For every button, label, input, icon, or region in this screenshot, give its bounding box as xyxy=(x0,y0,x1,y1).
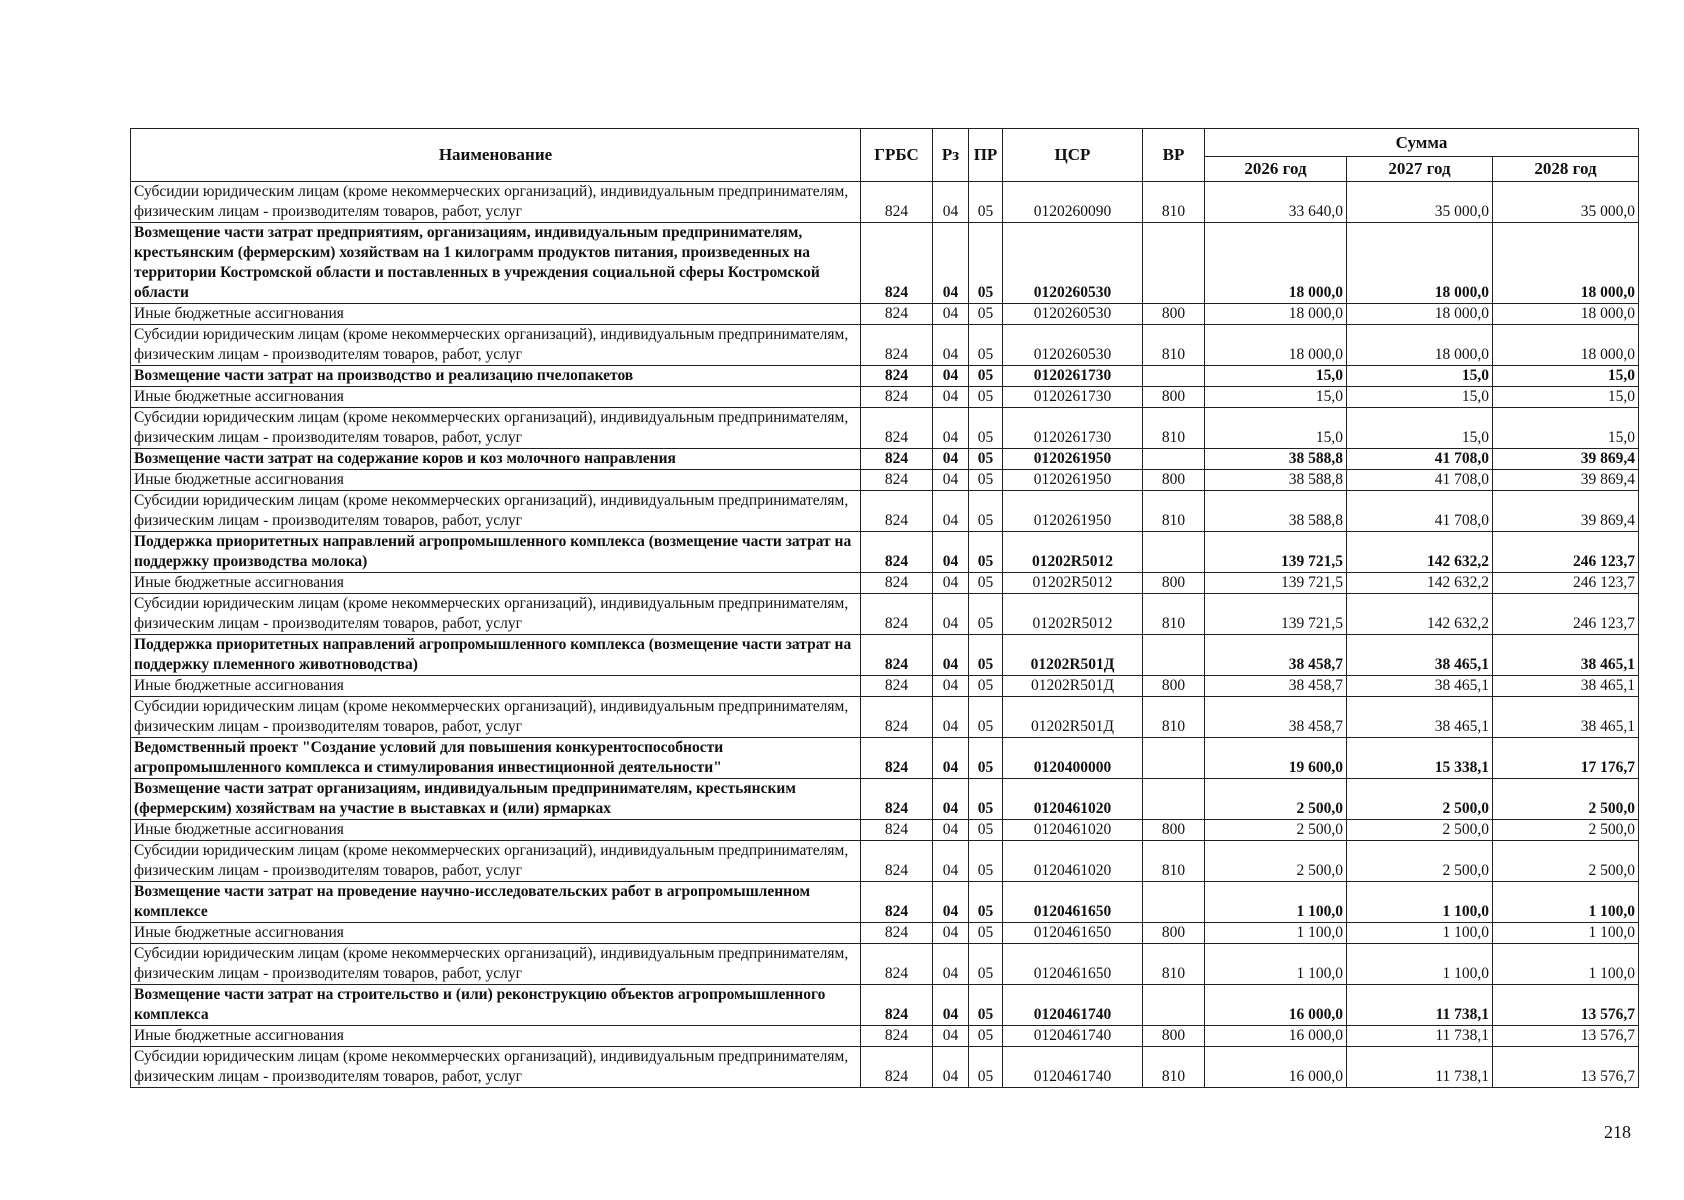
cell-csr: 01202R501Д xyxy=(1003,697,1143,738)
cell-vr: 810 xyxy=(1143,841,1205,882)
cell-sum-2026: 16 000,0 xyxy=(1205,1026,1347,1047)
cell-sum-2028: 2 500,0 xyxy=(1493,779,1639,820)
cell-csr: 01202R5012 xyxy=(1003,532,1143,573)
cell-vr: 810 xyxy=(1143,408,1205,449)
cell-pr: 05 xyxy=(969,532,1003,573)
cell-sum-2027: 15,0 xyxy=(1347,408,1493,449)
cell-rz: 04 xyxy=(933,882,969,923)
cell-name: Субсидии юридическим лицам (кроме некоммерческих организаций), индивидуальным предпринимателям, физическим лицам - производителям товаров, работ, услуг xyxy=(131,491,861,532)
cell-name: Иные бюджетные ассигнования xyxy=(131,387,861,408)
cell-vr xyxy=(1143,532,1205,573)
cell-sum-2028: 38 465,1 xyxy=(1493,676,1639,697)
cell-sum-2027: 15 338,1 xyxy=(1347,738,1493,779)
cell-grbs: 824 xyxy=(861,387,933,408)
cell-grbs: 824 xyxy=(861,635,933,676)
cell-sum-2026: 1 100,0 xyxy=(1205,923,1347,944)
cell-sum-2028: 13 576,7 xyxy=(1493,1026,1639,1047)
cell-csr: 0120260090 xyxy=(1003,182,1143,223)
cell-csr: 0120461020 xyxy=(1003,841,1143,882)
cell-sum-2026: 18 000,0 xyxy=(1205,304,1347,325)
budget-table xyxy=(130,128,1639,1088)
cell-name: Иные бюджетные ассигнования xyxy=(131,304,861,325)
cell-vr: 810 xyxy=(1143,182,1205,223)
cell-rz: 04 xyxy=(933,182,969,223)
cell-rz: 04 xyxy=(933,820,969,841)
cell-sum-2027: 15,0 xyxy=(1347,366,1493,387)
cell-pr: 05 xyxy=(969,820,1003,841)
cell-rz: 04 xyxy=(933,841,969,882)
cell-sum-2027: 41 708,0 xyxy=(1347,491,1493,532)
cell-vr xyxy=(1143,779,1205,820)
cell-sum-2027: 35 000,0 xyxy=(1347,182,1493,223)
cell-sum-2026: 38 588,8 xyxy=(1205,470,1347,491)
cell-pr: 05 xyxy=(969,923,1003,944)
cell-rz: 04 xyxy=(933,779,969,820)
cell-grbs: 824 xyxy=(861,697,933,738)
cell-sum-2028: 13 576,7 xyxy=(1493,1047,1639,1088)
cell-grbs: 824 xyxy=(861,841,933,882)
cell-sum-2027: 142 632,2 xyxy=(1347,573,1493,594)
col-header-pr: ПР xyxy=(969,129,1003,182)
cell-csr: 0120400000 xyxy=(1003,738,1143,779)
table-row xyxy=(131,532,1639,573)
cell-vr: 800 xyxy=(1143,820,1205,841)
cell-pr: 05 xyxy=(969,449,1003,470)
cell-sum-2027: 15,0 xyxy=(1347,387,1493,408)
cell-sum-2026: 18 000,0 xyxy=(1205,325,1347,366)
cell-csr: 0120461020 xyxy=(1003,820,1143,841)
cell-sum-2026: 2 500,0 xyxy=(1205,779,1347,820)
cell-vr: 810 xyxy=(1143,1047,1205,1088)
cell-sum-2026: 2 500,0 xyxy=(1205,820,1347,841)
cell-rz: 04 xyxy=(933,697,969,738)
cell-sum-2028: 39 869,4 xyxy=(1493,449,1639,470)
table-row xyxy=(131,325,1639,366)
cell-name: Возмещение части затрат на строительство и (или) реконструкцию объектов агропромышленного комплекса xyxy=(131,985,861,1026)
col-header-rz: Рз xyxy=(933,129,969,182)
cell-sum-2026: 38 458,7 xyxy=(1205,635,1347,676)
cell-pr: 05 xyxy=(969,470,1003,491)
cell-name: Субсидии юридическим лицам (кроме некоммерческих организаций), индивидуальным предпринимателям, физическим лицам - производителям товаров, работ, услуг xyxy=(131,594,861,635)
cell-csr: 0120461650 xyxy=(1003,944,1143,985)
cell-grbs: 824 xyxy=(861,594,933,635)
cell-name: Субсидии юридическим лицам (кроме некоммерческих организаций), индивидуальным предпринимателям, физическим лицам - производителям товаров, работ, услуг xyxy=(131,1047,861,1088)
table-row xyxy=(131,697,1639,738)
cell-sum-2028: 15,0 xyxy=(1493,366,1639,387)
cell-sum-2026: 33 640,0 xyxy=(1205,182,1347,223)
table-row xyxy=(131,182,1639,223)
table-row xyxy=(131,449,1639,470)
cell-rz: 04 xyxy=(933,532,969,573)
cell-grbs: 824 xyxy=(861,1047,933,1088)
cell-sum-2027: 1 100,0 xyxy=(1347,882,1493,923)
cell-sum-2028: 2 500,0 xyxy=(1493,820,1639,841)
cell-pr: 05 xyxy=(969,387,1003,408)
cell-rz: 04 xyxy=(933,1047,969,1088)
cell-csr: 0120461740 xyxy=(1003,1047,1143,1088)
cell-sum-2028: 1 100,0 xyxy=(1493,923,1639,944)
table-row xyxy=(131,820,1639,841)
cell-grbs: 824 xyxy=(861,573,933,594)
cell-grbs: 824 xyxy=(861,820,933,841)
cell-pr: 05 xyxy=(969,841,1003,882)
cell-csr: 0120261730 xyxy=(1003,387,1143,408)
cell-sum-2028: 17 176,7 xyxy=(1493,738,1639,779)
cell-vr: 800 xyxy=(1143,304,1205,325)
cell-sum-2028: 18 000,0 xyxy=(1493,304,1639,325)
cell-name: Возмещение части затрат на производство и реализацию пчелопакетов xyxy=(131,366,861,387)
cell-vr xyxy=(1143,738,1205,779)
cell-vr: 800 xyxy=(1143,676,1205,697)
cell-grbs: 824 xyxy=(861,985,933,1026)
cell-vr xyxy=(1143,882,1205,923)
cell-name: Поддержка приоритетных направлений агропромышленного комплекса (возмещение части затрат на поддержку племенного животноводства) xyxy=(131,635,861,676)
cell-rz: 04 xyxy=(933,944,969,985)
cell-vr: 800 xyxy=(1143,387,1205,408)
cell-sum-2026: 15,0 xyxy=(1205,366,1347,387)
cell-vr: 810 xyxy=(1143,594,1205,635)
cell-pr: 05 xyxy=(969,676,1003,697)
cell-sum-2027: 18 000,0 xyxy=(1347,223,1493,304)
cell-sum-2028: 15,0 xyxy=(1493,387,1639,408)
cell-rz: 04 xyxy=(933,408,969,449)
cell-sum-2026: 15,0 xyxy=(1205,408,1347,449)
cell-name: Иные бюджетные ассигнования xyxy=(131,923,861,944)
cell-sum-2026: 139 721,5 xyxy=(1205,594,1347,635)
cell-csr: 0120261950 xyxy=(1003,449,1143,470)
cell-pr: 05 xyxy=(969,779,1003,820)
table-row xyxy=(131,387,1639,408)
cell-name: Иные бюджетные ассигнования xyxy=(131,470,861,491)
cell-rz: 04 xyxy=(933,573,969,594)
cell-vr: 810 xyxy=(1143,944,1205,985)
cell-pr: 05 xyxy=(969,223,1003,304)
col-header-name: Наименование xyxy=(131,129,861,182)
cell-sum-2028: 39 869,4 xyxy=(1493,491,1639,532)
col-header-grbs: ГРБС xyxy=(861,129,933,182)
cell-sum-2028: 2 500,0 xyxy=(1493,841,1639,882)
cell-grbs: 824 xyxy=(861,325,933,366)
cell-vr xyxy=(1143,449,1205,470)
cell-rz: 04 xyxy=(933,223,969,304)
cell-grbs: 824 xyxy=(861,944,933,985)
cell-sum-2027: 142 632,2 xyxy=(1347,532,1493,573)
table-row xyxy=(131,470,1639,491)
cell-grbs: 824 xyxy=(861,923,933,944)
cell-sum-2027: 11 738,1 xyxy=(1347,1026,1493,1047)
col-header-vr: ВР xyxy=(1143,129,1205,182)
cell-vr: 800 xyxy=(1143,470,1205,491)
cell-pr: 05 xyxy=(969,1047,1003,1088)
cell-sum-2027: 1 100,0 xyxy=(1347,923,1493,944)
cell-vr xyxy=(1143,366,1205,387)
cell-grbs: 824 xyxy=(861,738,933,779)
cell-pr: 05 xyxy=(969,882,1003,923)
cell-csr: 0120260530 xyxy=(1003,325,1143,366)
cell-sum-2026: 15,0 xyxy=(1205,387,1347,408)
cell-sum-2026: 16 000,0 xyxy=(1205,1047,1347,1088)
cell-rz: 04 xyxy=(933,738,969,779)
table-row xyxy=(131,841,1639,882)
cell-sum-2026: 139 721,5 xyxy=(1205,532,1347,573)
cell-vr: 800 xyxy=(1143,573,1205,594)
cell-sum-2026: 38 458,7 xyxy=(1205,697,1347,738)
cell-name: Субсидии юридическим лицам (кроме некоммерческих организаций), индивидуальным предпринимателям, физическим лицам - производителям товаров, работ, услуг xyxy=(131,182,861,223)
cell-sum-2027: 18 000,0 xyxy=(1347,304,1493,325)
cell-grbs: 824 xyxy=(861,882,933,923)
cell-csr: 0120261950 xyxy=(1003,491,1143,532)
cell-pr: 05 xyxy=(969,1026,1003,1047)
table-row xyxy=(131,923,1639,944)
cell-name: Субсидии юридическим лицам (кроме некоммерческих организаций), индивидуальным предпринимателям, физическим лицам - производителям товаров, работ, услуг xyxy=(131,408,861,449)
cell-csr: 0120260530 xyxy=(1003,304,1143,325)
cell-pr: 05 xyxy=(969,697,1003,738)
table-row xyxy=(131,304,1639,325)
cell-sum-2027: 38 465,1 xyxy=(1347,697,1493,738)
cell-sum-2028: 18 000,0 xyxy=(1493,325,1639,366)
cell-grbs: 824 xyxy=(861,779,933,820)
cell-name: Возмещение части затрат предприятиям, организациям, индивидуальным предпринимателям, крестьянским (фермерским) хозяйствам на 1 килограмм продуктов питания, произведенных на территории Костромской области и поставленных в учреждения социальной сферы Костромской области xyxy=(131,223,861,304)
cell-rz: 04 xyxy=(933,304,969,325)
cell-grbs: 824 xyxy=(861,470,933,491)
cell-sum-2026: 16 000,0 xyxy=(1205,985,1347,1026)
cell-sum-2028: 38 465,1 xyxy=(1493,697,1639,738)
cell-csr: 0120461740 xyxy=(1003,985,1143,1026)
cell-sum-2027: 142 632,2 xyxy=(1347,594,1493,635)
cell-name: Возмещение части затрат на проведение научно-исследовательских работ в агропромышленном комплексе xyxy=(131,882,861,923)
cell-sum-2026: 19 600,0 xyxy=(1205,738,1347,779)
cell-csr: 01202R5012 xyxy=(1003,594,1143,635)
cell-name: Субсидии юридическим лицам (кроме некоммерческих организаций), индивидуальным предпринимателям, физическим лицам - производителям товаров, работ, услуг xyxy=(131,841,861,882)
cell-rz: 04 xyxy=(933,635,969,676)
cell-sum-2026: 18 000,0 xyxy=(1205,223,1347,304)
cell-rz: 04 xyxy=(933,366,969,387)
table-row xyxy=(131,985,1639,1026)
table-row xyxy=(131,738,1639,779)
cell-sum-2027: 38 465,1 xyxy=(1347,676,1493,697)
cell-pr: 05 xyxy=(969,594,1003,635)
cell-pr: 05 xyxy=(969,304,1003,325)
cell-pr: 05 xyxy=(969,738,1003,779)
cell-sum-2027: 2 500,0 xyxy=(1347,779,1493,820)
col-header-csr: ЦСР xyxy=(1003,129,1143,182)
cell-grbs: 824 xyxy=(861,532,933,573)
cell-rz: 04 xyxy=(933,470,969,491)
cell-name: Возмещение части затрат организациям, индивидуальным предпринимателям, крестьянским (фермерским) хозяйствам на участие в выставках и (или) ярмарках xyxy=(131,779,861,820)
cell-grbs: 824 xyxy=(861,366,933,387)
cell-rz: 04 xyxy=(933,325,969,366)
cell-csr: 0120461650 xyxy=(1003,923,1143,944)
table-row xyxy=(131,1026,1639,1047)
cell-sum-2026: 38 588,8 xyxy=(1205,449,1347,470)
table-body xyxy=(131,182,1639,1088)
table-row xyxy=(131,882,1639,923)
cell-grbs: 824 xyxy=(861,304,933,325)
cell-grbs: 824 xyxy=(861,1026,933,1047)
cell-name: Иные бюджетные ассигнования xyxy=(131,573,861,594)
cell-sum-2028: 39 869,4 xyxy=(1493,470,1639,491)
table-row xyxy=(131,573,1639,594)
cell-vr xyxy=(1143,223,1205,304)
table-row xyxy=(131,223,1639,304)
cell-name: Субсидии юридическим лицам (кроме некоммерческих организаций), индивидуальным предпринимателям, физическим лицам - производителям товаров, работ, услуг xyxy=(131,325,861,366)
cell-sum-2028: 246 123,7 xyxy=(1493,532,1639,573)
cell-vr: 800 xyxy=(1143,1026,1205,1047)
cell-csr: 0120260530 xyxy=(1003,223,1143,304)
cell-rz: 04 xyxy=(933,449,969,470)
table-row xyxy=(131,408,1639,449)
cell-pr: 05 xyxy=(969,182,1003,223)
cell-csr: 0120261730 xyxy=(1003,366,1143,387)
table-row xyxy=(131,944,1639,985)
cell-name: Субсидии юридическим лицам (кроме некоммерческих организаций), индивидуальным предпринимателям, физическим лицам - производителям товаров, работ, услуг xyxy=(131,697,861,738)
col-header-2028: 2028 год xyxy=(1493,157,1639,182)
cell-sum-2026: 38 458,7 xyxy=(1205,676,1347,697)
col-header-2027: 2027 год xyxy=(1347,157,1493,182)
cell-csr: 0120461020 xyxy=(1003,779,1143,820)
cell-name: Поддержка приоритетных направлений агропромышленного комплекса (возмещение части затрат на поддержку производства молока) xyxy=(131,532,861,573)
cell-rz: 04 xyxy=(933,1026,969,1047)
cell-rz: 04 xyxy=(933,923,969,944)
cell-sum-2026: 2 500,0 xyxy=(1205,841,1347,882)
cell-vr: 810 xyxy=(1143,491,1205,532)
cell-vr: 800 xyxy=(1143,923,1205,944)
cell-csr: 01202R5012 xyxy=(1003,573,1143,594)
cell-sum-2027: 1 100,0 xyxy=(1347,944,1493,985)
cell-sum-2028: 1 100,0 xyxy=(1493,882,1639,923)
table-header xyxy=(131,129,1639,182)
cell-grbs: 824 xyxy=(861,676,933,697)
cell-vr: 810 xyxy=(1143,697,1205,738)
cell-rz: 04 xyxy=(933,387,969,408)
cell-name: Иные бюджетные ассигнования xyxy=(131,676,861,697)
cell-name: Возмещение части затрат на содержание коров и коз молочного направления xyxy=(131,449,861,470)
cell-sum-2027: 11 738,1 xyxy=(1347,1047,1493,1088)
table-row xyxy=(131,491,1639,532)
cell-sum-2027: 38 465,1 xyxy=(1347,635,1493,676)
table-row xyxy=(131,635,1639,676)
table-row xyxy=(131,676,1639,697)
cell-rz: 04 xyxy=(933,676,969,697)
cell-sum-2028: 1 100,0 xyxy=(1493,944,1639,985)
page-number: 218 xyxy=(1604,1122,1631,1142)
cell-pr: 05 xyxy=(969,635,1003,676)
cell-pr: 05 xyxy=(969,408,1003,449)
cell-name: Иные бюджетные ассигнования xyxy=(131,820,861,841)
cell-sum-2027: 2 500,0 xyxy=(1347,841,1493,882)
cell-sum-2028: 13 576,7 xyxy=(1493,985,1639,1026)
cell-vr xyxy=(1143,985,1205,1026)
cell-rz: 04 xyxy=(933,985,969,1026)
cell-grbs: 824 xyxy=(861,182,933,223)
table-row xyxy=(131,366,1639,387)
cell-sum-2026: 139 721,5 xyxy=(1205,573,1347,594)
cell-csr: 0120461740 xyxy=(1003,1026,1143,1047)
cell-csr: 0120261950 xyxy=(1003,470,1143,491)
cell-vr: 810 xyxy=(1143,325,1205,366)
cell-sum-2027: 18 000,0 xyxy=(1347,325,1493,366)
cell-name: Иные бюджетные ассигнования xyxy=(131,1026,861,1047)
cell-pr: 05 xyxy=(969,944,1003,985)
cell-vr xyxy=(1143,635,1205,676)
cell-grbs: 824 xyxy=(861,223,933,304)
cell-sum-2027: 41 708,0 xyxy=(1347,449,1493,470)
table-row xyxy=(131,1047,1639,1088)
table-row xyxy=(131,779,1639,820)
cell-csr: 0120261730 xyxy=(1003,408,1143,449)
cell-csr: 01202R501Д xyxy=(1003,635,1143,676)
cell-grbs: 824 xyxy=(861,449,933,470)
cell-grbs: 824 xyxy=(861,408,933,449)
cell-sum-2028: 246 123,7 xyxy=(1493,594,1639,635)
cell-pr: 05 xyxy=(969,325,1003,366)
cell-name: Субсидии юридическим лицам (кроме некоммерческих организаций), индивидуальным предпринимателям, физическим лицам - производителям товаров, работ, услуг xyxy=(131,944,861,985)
cell-csr: 01202R501Д xyxy=(1003,676,1143,697)
cell-rz: 04 xyxy=(933,491,969,532)
cell-csr: 0120461650 xyxy=(1003,882,1143,923)
cell-sum-2028: 15,0 xyxy=(1493,408,1639,449)
cell-sum-2028: 38 465,1 xyxy=(1493,635,1639,676)
table-row xyxy=(131,594,1639,635)
cell-pr: 05 xyxy=(969,491,1003,532)
cell-sum-2028: 246 123,7 xyxy=(1493,573,1639,594)
col-header-sum: Сумма xyxy=(1205,129,1639,157)
cell-pr: 05 xyxy=(969,573,1003,594)
cell-sum-2026: 1 100,0 xyxy=(1205,882,1347,923)
cell-sum-2026: 1 100,0 xyxy=(1205,944,1347,985)
cell-name: Ведомственный проект "Создание условий для повышения конкурентоспособности агропромышленного комплекса и стимулирования инвестиционной деятельности" xyxy=(131,738,861,779)
cell-sum-2028: 18 000,0 xyxy=(1493,223,1639,304)
cell-pr: 05 xyxy=(969,985,1003,1026)
cell-sum-2027: 41 708,0 xyxy=(1347,470,1493,491)
cell-grbs: 824 xyxy=(861,491,933,532)
cell-sum-2028: 35 000,0 xyxy=(1493,182,1639,223)
cell-rz: 04 xyxy=(933,594,969,635)
col-header-2026: 2026 год xyxy=(1205,157,1347,182)
cell-sum-2026: 38 588,8 xyxy=(1205,491,1347,532)
cell-pr: 05 xyxy=(969,366,1003,387)
cell-sum-2027: 11 738,1 xyxy=(1347,985,1493,1026)
cell-sum-2027: 2 500,0 xyxy=(1347,820,1493,841)
